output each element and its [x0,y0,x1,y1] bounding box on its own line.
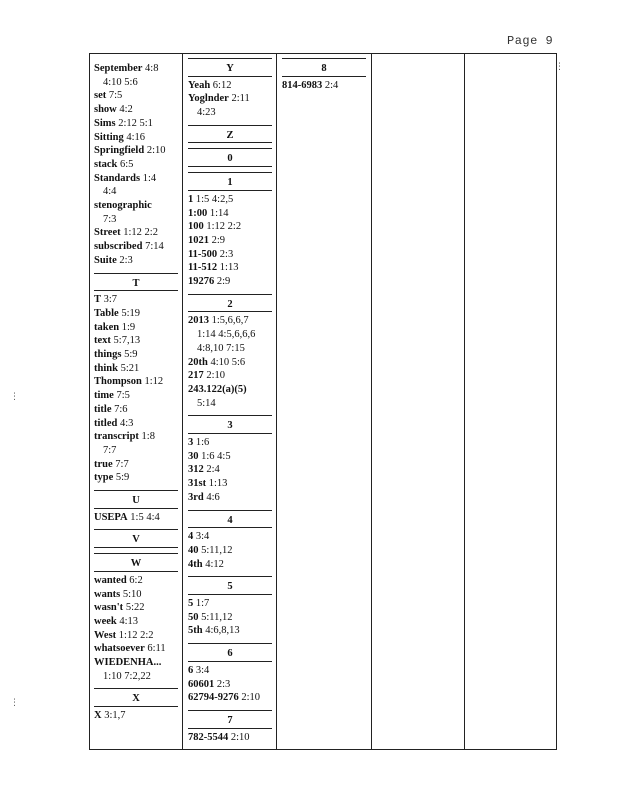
index-refs: 3:4 [195,664,210,676]
index-entry [188,544,272,558]
index-term: 4 [188,531,194,543]
index-refs: 1:5 4:4 [130,511,160,523]
index-term: West [94,629,117,641]
page-number: Page 9 [507,34,554,48]
index-term: USEPA [94,511,128,523]
index-term: 814-6983 [282,79,323,91]
index-refs: 1:14 4:5,6,6,6 [197,329,256,341]
section-header: Z [188,129,272,144]
index-entry [94,574,178,588]
section-rule [282,58,366,59]
index-term: 782-5544 [188,731,229,743]
index-term: 40 [188,544,199,556]
index-refs: 1:5,6,6,7 [211,315,249,327]
index-refs-continued [94,213,178,227]
index-refs-continued [94,670,178,684]
index-refs: 5:22 [125,602,145,614]
index-entry [188,664,272,678]
index-entry [188,597,272,611]
index-term: week [94,615,117,627]
index-entry [94,307,178,321]
index-entry [188,450,272,464]
section-rule [188,643,272,644]
index-refs: 2:10 [230,731,250,743]
index-entry [94,375,178,389]
index-entry [94,254,178,268]
index-term: Standards [94,172,141,184]
index-term: 19276 [188,276,215,288]
index-refs: 7:3 [103,213,117,225]
index-entry [188,436,272,450]
section-rule [188,294,272,295]
index-term: titled [94,417,118,429]
index-refs: 4:3 [119,417,134,429]
index-refs: 2:3 [119,254,133,266]
index-entry [94,103,178,117]
index-refs: 4:6,8,13 [205,625,240,637]
index-term: 3 [188,437,194,449]
index-refs: 7:5 [108,90,123,102]
index-refs: 7:5 [116,390,130,402]
index-refs: 1:12 2:2 [206,221,242,233]
index-entry [188,193,272,207]
index-refs: 5:11,12 [201,544,233,556]
index-refs: 4:10 5:6 [210,356,246,368]
index-refs: 4:6 [206,491,220,503]
index-refs: 7:7 [103,444,117,456]
section-header: 5 [188,580,272,595]
index-refs: 1:14 [209,207,229,219]
section-rule [94,688,178,689]
section-rule [188,710,272,711]
index-entry [188,248,272,262]
section-rule [188,148,272,149]
index-term: 31st [188,478,207,490]
index-term: 3rd [188,491,204,503]
index-entry [94,511,178,525]
index-refs: 2:4 [206,464,220,476]
section-header: Y [188,62,272,77]
section-header: T [94,277,178,292]
index-term: 1 [188,193,194,205]
index-refs: 5:14 [197,397,216,409]
index-refs: 1:8 [141,431,155,443]
index-term: WIEDENHA... [94,657,162,669]
index-refs: 5:9 [124,349,138,361]
index-refs: 1:7 [195,598,210,610]
index-refs: 5:9 [115,472,130,484]
index-entry [94,226,178,240]
index-refs-continued [188,328,272,342]
column-divider [464,53,465,750]
index-entry [188,611,272,625]
index-term: 30 [188,450,199,462]
index-entry [188,383,272,397]
index-entry [94,172,178,186]
speck-mark: ⋮ [10,698,19,708]
index-refs: 6:12 [212,79,232,91]
section-header: U [94,494,178,509]
index-entry [94,199,178,213]
index-refs: 5:11,12 [201,611,233,623]
index-term: show [94,104,117,116]
section-header: 8 [282,62,366,77]
index-term: transcript [94,431,139,443]
index-refs: 7:6 [114,403,128,415]
index-entry [94,158,178,172]
index-refs: 2:12 5:1 [118,117,153,129]
index-term: Thompson [94,376,142,388]
index-term: Street [94,227,121,239]
index-column-1 [94,62,178,723]
index-term: wasn't [94,602,124,614]
index-refs: 1:10 7:2,22 [103,670,151,682]
index-refs: 1:9 [121,321,136,333]
index-term: type [94,472,114,484]
index-entry [94,629,178,643]
index-refs: 6:11 [147,643,166,655]
index-term: 1021 [188,234,209,246]
index-entry [94,709,178,723]
index-entry [94,334,178,348]
speck-mark: ⋮ [555,62,564,72]
index-entry [188,356,272,370]
index-refs: 4:23 [197,107,216,119]
index-entry [188,79,272,93]
index-entry [94,89,178,103]
index-refs: 7:14 [145,241,164,253]
section-rule [94,490,178,491]
index-entry [94,601,178,615]
index-entry [94,144,178,158]
index-entry [94,348,178,362]
index-refs: 5:21 [120,362,140,374]
index-entry [282,79,366,93]
index-refs: 4:12 [205,558,224,570]
index-refs: 4:13 [119,615,139,627]
section-rule [188,415,272,416]
index-refs-continued [188,397,272,411]
index-term: 62794-9276 [188,692,239,704]
index-refs: 1:6 [195,437,210,449]
index-entry [94,417,178,431]
index-term: taken [94,321,120,333]
index-term: stenographic [94,200,152,212]
index-entry [94,389,178,403]
index-entry [188,463,272,477]
section-rule [94,273,178,274]
index-term: wanted [94,574,127,586]
index-entry [188,491,272,505]
index-term: text [94,335,111,347]
index-entry [94,588,178,602]
index-refs: 2:9 [216,276,231,288]
section-rule [188,125,272,126]
column-divider [182,53,183,750]
index-entry [94,471,178,485]
index-entry [94,293,178,307]
index-term: 243.122(a)(5) [188,383,247,395]
index-entry [188,691,272,705]
index-refs: 2:11 [231,93,250,105]
column-divider [276,53,277,750]
index-refs: 7:7 [115,458,129,470]
index-term: wants [94,588,121,600]
index-refs: 3:7 [103,294,118,306]
index-refs: 5:7,13 [113,335,141,347]
index-entry [188,314,272,328]
index-refs: 4:8,10 7:15 [197,342,245,354]
section-header: 1 [188,176,272,191]
index-entry [94,362,178,376]
section-rule [188,576,272,577]
index-refs: 2:3 [216,678,231,690]
speck-mark: ⋮ [10,392,19,402]
section-rule [188,510,272,511]
index-refs-continued [94,185,178,199]
index-entry [188,261,272,275]
index-term: 11-512 [188,262,218,274]
index-term: true [94,458,113,470]
index-term: 100 [188,221,204,233]
index-refs: 4:8 [145,63,159,74]
index-entry [188,558,272,572]
index-entry [188,624,272,638]
index-entry [188,234,272,248]
index-refs: 5:19 [121,307,141,319]
index-entry [188,92,272,106]
index-term: things [94,349,122,361]
section-header: 7 [188,714,272,729]
index-refs-continued [94,76,178,90]
index-entry [188,678,272,692]
index-refs: 6:2 [129,574,143,586]
index-term: 4th [188,558,203,570]
index-term: think [94,362,118,374]
index-refs: 6:5 [119,158,134,170]
index-refs: 1:12 2:2 [123,227,158,239]
index-term: 1:00 [188,207,208,219]
index-entry [94,642,178,656]
index-entry [94,656,178,670]
index-entry [94,403,178,417]
index-term: 217 [188,370,204,382]
index-refs: 2:10 [241,692,261,704]
index-refs-continued [94,444,178,458]
index-term: 11-500 [188,248,218,260]
index-entry [94,615,178,629]
index-term: 20th [188,356,208,368]
section-header: 0 [188,152,272,167]
index-refs: 2:4 [324,79,339,91]
index-term: 312 [188,464,204,476]
column-divider [371,53,372,750]
index-term: time [94,390,114,402]
index-entry [94,240,178,254]
index-term: 6 [188,664,194,676]
section-header: X [94,692,178,707]
section-rule [94,553,178,554]
index-entry [188,530,272,544]
index-refs: 3:1,7 [104,710,126,722]
section-header: 4 [188,514,272,529]
index-refs: 2:9 [211,234,226,246]
index-refs: 2:10 [206,370,226,382]
index-refs: 1:13 [208,478,228,490]
index-column-2 [188,62,272,744]
section-header: 3 [188,419,272,434]
index-refs: 3:4 [195,531,210,543]
index-column-3 [282,62,366,92]
section-rule [188,172,272,173]
index-entry [94,430,178,444]
index-entry [94,131,178,145]
index-term: 2013 [188,315,209,327]
index-term: Sitting [94,131,124,143]
index-refs: 1:5 4:2,5 [195,193,234,205]
index-entry [188,207,272,221]
index-refs: 4:10 5:6 [103,76,138,88]
index-term: Yeah [188,79,211,91]
index-refs-continued [188,342,272,356]
index-entry [94,321,178,335]
index-term: whatsoever [94,643,145,655]
index-refs: 1:6 4:5 [201,450,231,462]
index-term: 60601 [188,678,215,690]
index-term: subscribed [94,241,143,253]
index-term: title [94,403,112,415]
index-entry [94,62,178,76]
index-refs: 1:4 [142,172,157,184]
index-refs: 4:4 [103,186,117,198]
index-entry [188,220,272,234]
index-refs-continued [188,106,272,120]
index-term: Table [94,307,119,319]
index-refs: 4:16 [126,131,146,143]
index-entry [188,477,272,491]
index-refs: 2:10 [146,145,166,157]
index-entry [94,117,178,131]
index-term: 5th [188,625,203,637]
index-refs: 2:3 [219,248,234,260]
section-header: W [94,557,178,572]
index-entry [188,369,272,383]
index-term: Suite [94,254,117,266]
index-refs: 1:12 [144,376,164,388]
index-term: Sims [94,117,116,129]
index-term: Springfield [94,145,145,157]
section-header: 2 [188,298,272,313]
index-term: set [94,90,107,102]
index-refs: 4:2 [119,104,133,116]
index-term: 50 [188,611,199,623]
index-term: T [94,294,102,306]
index-refs: 1:12 2:2 [118,629,154,641]
index-entry [188,275,272,289]
index-term: Yoglnder [188,93,229,105]
section-rule [188,58,272,59]
index-term: September [94,63,143,74]
index-term: 5 [188,598,194,610]
index-entry [188,731,272,745]
index-term: stack [94,158,118,170]
section-header: V [94,533,178,548]
index-refs: 5:10 [122,588,142,600]
index-refs: 1:13 [219,262,239,274]
section-header: 6 [188,647,272,662]
section-rule [94,529,178,530]
index-term: X [94,710,102,722]
index-entry [94,458,178,472]
